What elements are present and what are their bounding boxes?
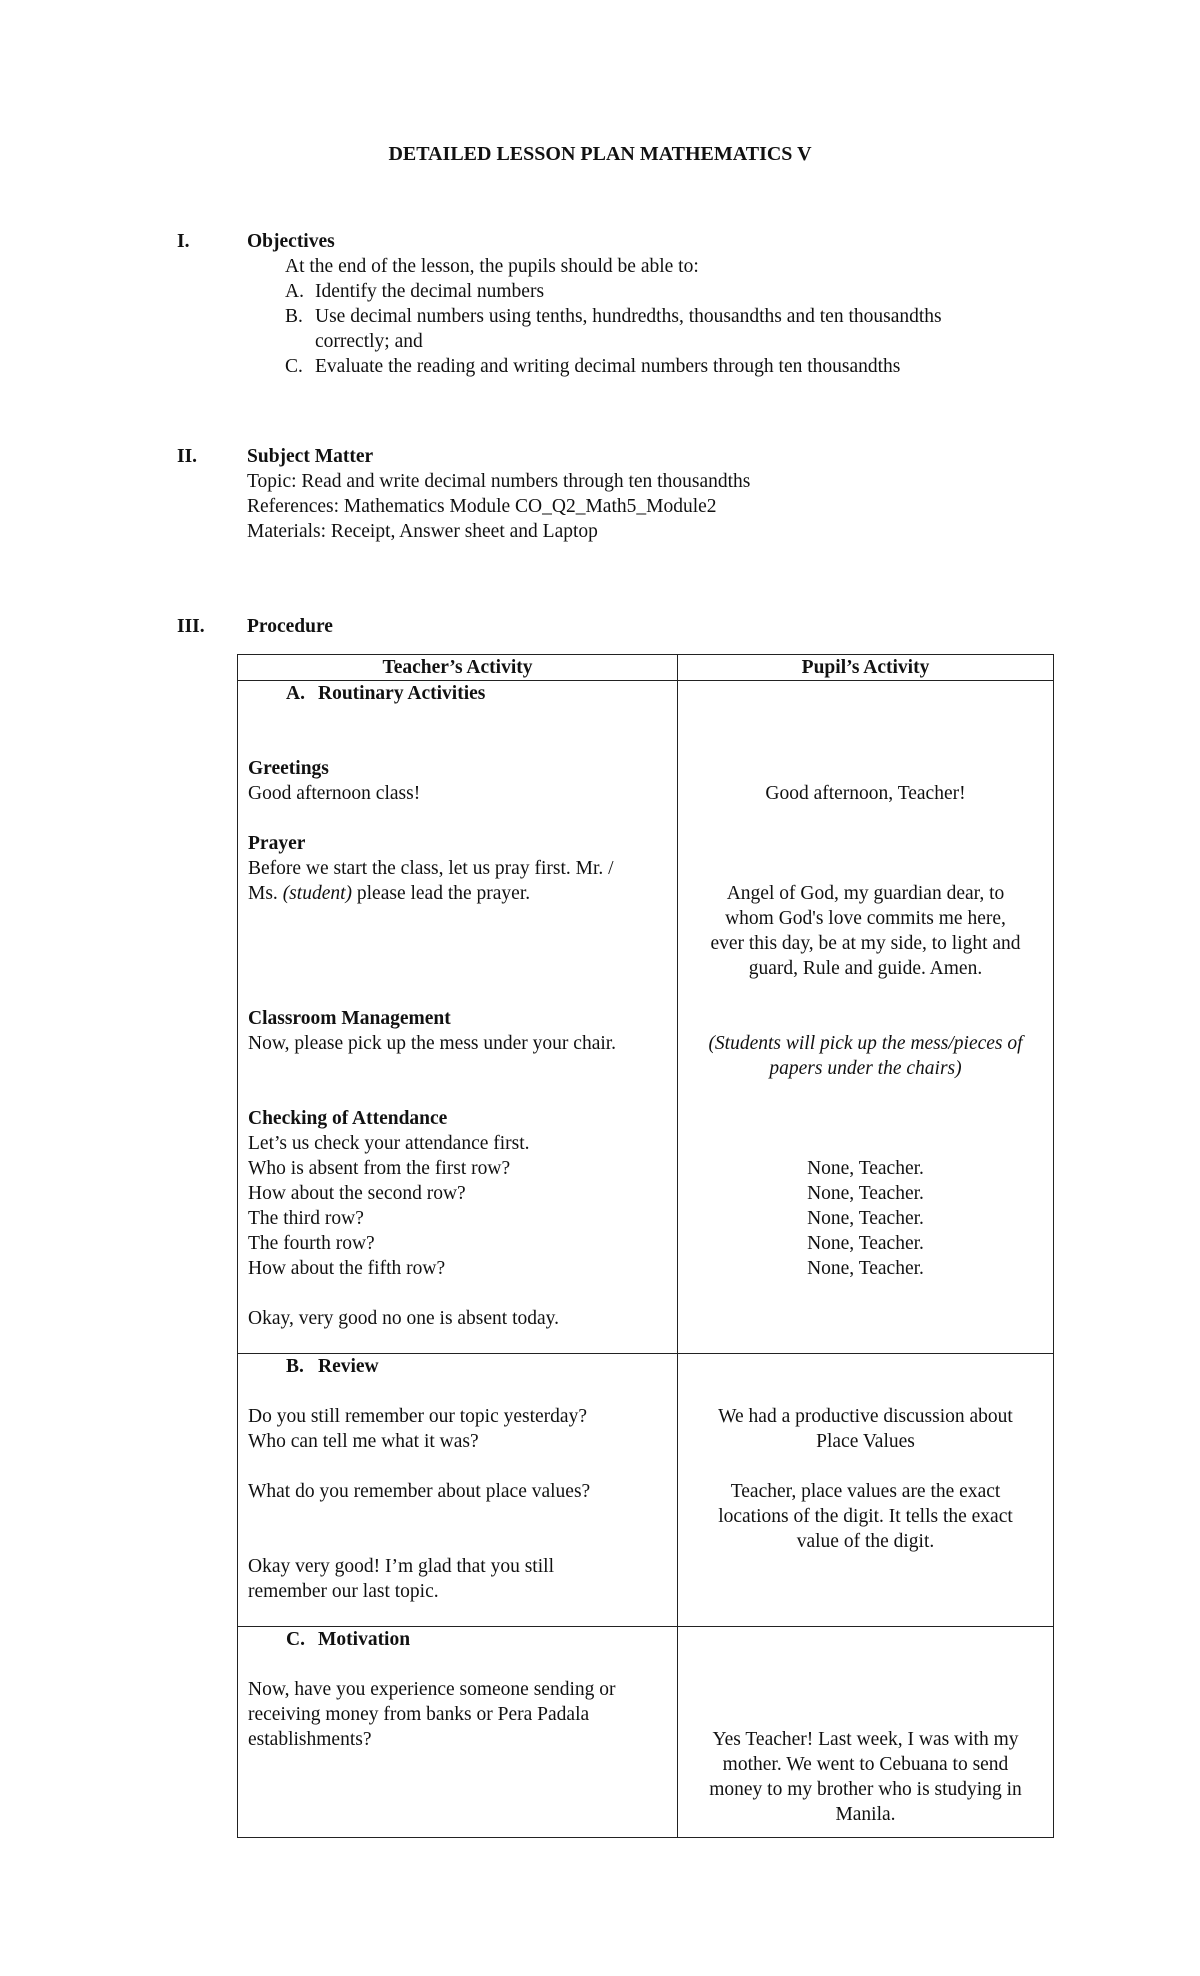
objective-marker: B. [285,306,303,327]
prayer-pupil-line: ever this day, be at my side, to light and [710,933,1021,954]
motivation-pupil-line: money to my brother who is studying in [709,1779,1022,1800]
review-label: Review [318,1356,379,1377]
review-teacher-line: Do you still remember our topic yesterday? [248,1406,587,1427]
objective-marker: C. [285,356,303,377]
attendance-teacher-line: The third row? [248,1208,364,1229]
procedure-table [237,654,1054,1838]
attendance-pupil-line: None, Teacher. [807,1158,924,1179]
attendance-conclusion: Okay, very good no one is absent today. [248,1308,560,1329]
section-number-subject: II. [177,446,198,467]
subject-matter-heading: Subject Matter [247,446,374,467]
attendance-pupil-line: None, Teacher. [807,1258,924,1279]
motivation-pupil-line: mother. We went to Cebuana to send [722,1754,1009,1775]
review-teacher-line: remember our last topic. [248,1581,439,1602]
prayer-text: please lead the prayer. [352,883,531,904]
prayer-heading: Prayer [248,833,306,854]
classroom-management-pupil: papers under the chairs) [769,1058,962,1079]
review-pupil-line: Place Values [816,1431,915,1452]
review-marker: B. [286,1356,304,1377]
attendance-pupil-line: None, Teacher. [807,1183,924,1204]
pupil-cell [678,681,1054,1354]
prayer-text: Ms. [248,883,283,904]
motivation-teacher-line: receiving money from banks or Pera Padala [248,1704,590,1725]
teacher-activity-header: Teacher’s Activity [238,655,678,681]
prayer-student-placeholder: (student) [282,883,353,904]
attendance-pupil-line: None, Teacher. [807,1233,924,1254]
attendance-teacher-line: Who is absent from the first row? [248,1158,511,1179]
attendance-teacher-line: The fourth row? [248,1233,375,1254]
routinary-label: Routinary Activities [318,683,486,704]
section-number-procedure: III. [177,616,205,637]
review-teacher-line: What do you remember about place values? [248,1481,591,1502]
motivation-teacher-line: establishments? [248,1729,372,1750]
objectives-intro: At the end of the lesson, the pupils should be able to: [285,256,699,277]
objectives-section [247,229,1067,379]
subject-matter-section [247,444,1067,544]
section-number-objectives: I. [177,231,190,252]
teacher-cell [238,1627,678,1838]
references-line: References: Mathematics Module CO_Q2_Math5_Module2 [247,496,717,517]
prayer-pupil-line: Angel of God, my guardian dear, to [726,883,1005,904]
review-teacher-line: Who can tell me what it was? [248,1431,479,1452]
classroom-management-heading: Classroom Management [248,1008,451,1029]
table-header-row [238,655,1054,681]
prayer-teacher-line [248,881,673,906]
greetings-heading: Greetings [248,758,329,779]
objective-item [285,354,1067,379]
objective-item [285,304,1067,329]
topic-line: Topic: Read and write decimal numbers through ten thousandths [247,471,751,492]
table-row-motivation [238,1627,1054,1838]
motivation-label: Motivation [318,1629,411,1650]
prayer-teacher-line: Before we start the class, let us pray first. Mr. / [248,858,614,879]
objective-text: Use decimal numbers using tenths, hundredths, thousandths and ten thousandths [315,306,942,327]
objective-text-cont: correctly; and [315,331,423,352]
procedure-heading: Procedure [247,616,333,637]
attendance-teacher-line: How about the fifth row? [248,1258,446,1279]
pupil-activity-header: Pupil’s Activity [678,655,1054,681]
objective-item [285,279,1067,304]
objective-marker: A. [285,281,304,302]
pupil-cell [678,1627,1054,1838]
review-pupil-line: Teacher, place values are the exact [730,1481,1001,1502]
greetings-teacher: Good afternoon class! [248,783,421,804]
motivation-marker: C. [286,1629,305,1650]
attendance-pupil-line: None, Teacher. [807,1208,924,1229]
teacher-cell [238,1354,678,1627]
objectives-heading: Objectives [247,231,335,252]
prayer-pupil-line: guard, Rule and guide. Amen. [748,958,983,979]
motivation-teacher-line: Now, have you experience someone sending or [248,1679,616,1700]
review-heading [248,1354,673,1379]
table-row-routinary [238,681,1054,1354]
attendance-teacher-line: How about the second row? [248,1183,466,1204]
routinary-marker: A. [286,683,305,704]
motivation-pupil-line: Manila. [835,1804,896,1825]
review-pupil-line: value of the digit. [796,1531,935,1552]
attendance-teacher-line: Let’s us check your attendance first. [248,1133,530,1154]
review-teacher-line: Okay very good! I’m glad that you still [248,1556,554,1577]
page-title: DETAILED LESSON PLAN MATHEMATICS V [388,143,812,165]
attendance-heading: Checking of Attendance [248,1108,448,1129]
teacher-cell [238,681,678,1354]
prayer-pupil-line: whom God's love commits me here, [725,908,1006,929]
pupil-cell [678,1354,1054,1627]
routinary-heading [248,681,673,706]
review-pupil-line: We had a productive discussion about [718,1406,1013,1427]
motivation-heading [248,1627,673,1652]
motivation-pupil-line: Yes Teacher! Last week, I was with my [712,1729,1019,1750]
objective-text: Identify the decimal numbers [315,281,545,302]
classroom-management-teacher: Now, please pick up the mess under your chair. [248,1033,617,1054]
objective-text: Evaluate the reading and writing decimal numbers through ten thousandths [315,356,901,377]
classroom-management-pupil: (Students will pick up the mess/pieces of [708,1033,1023,1054]
table-row-review [238,1354,1054,1627]
greetings-pupil: Good afternoon, Teacher! [765,783,966,804]
materials-line: Materials: Receipt, Answer sheet and Laptop [247,521,598,542]
review-pupil-line: locations of the digit. It tells the exact [718,1506,1013,1527]
